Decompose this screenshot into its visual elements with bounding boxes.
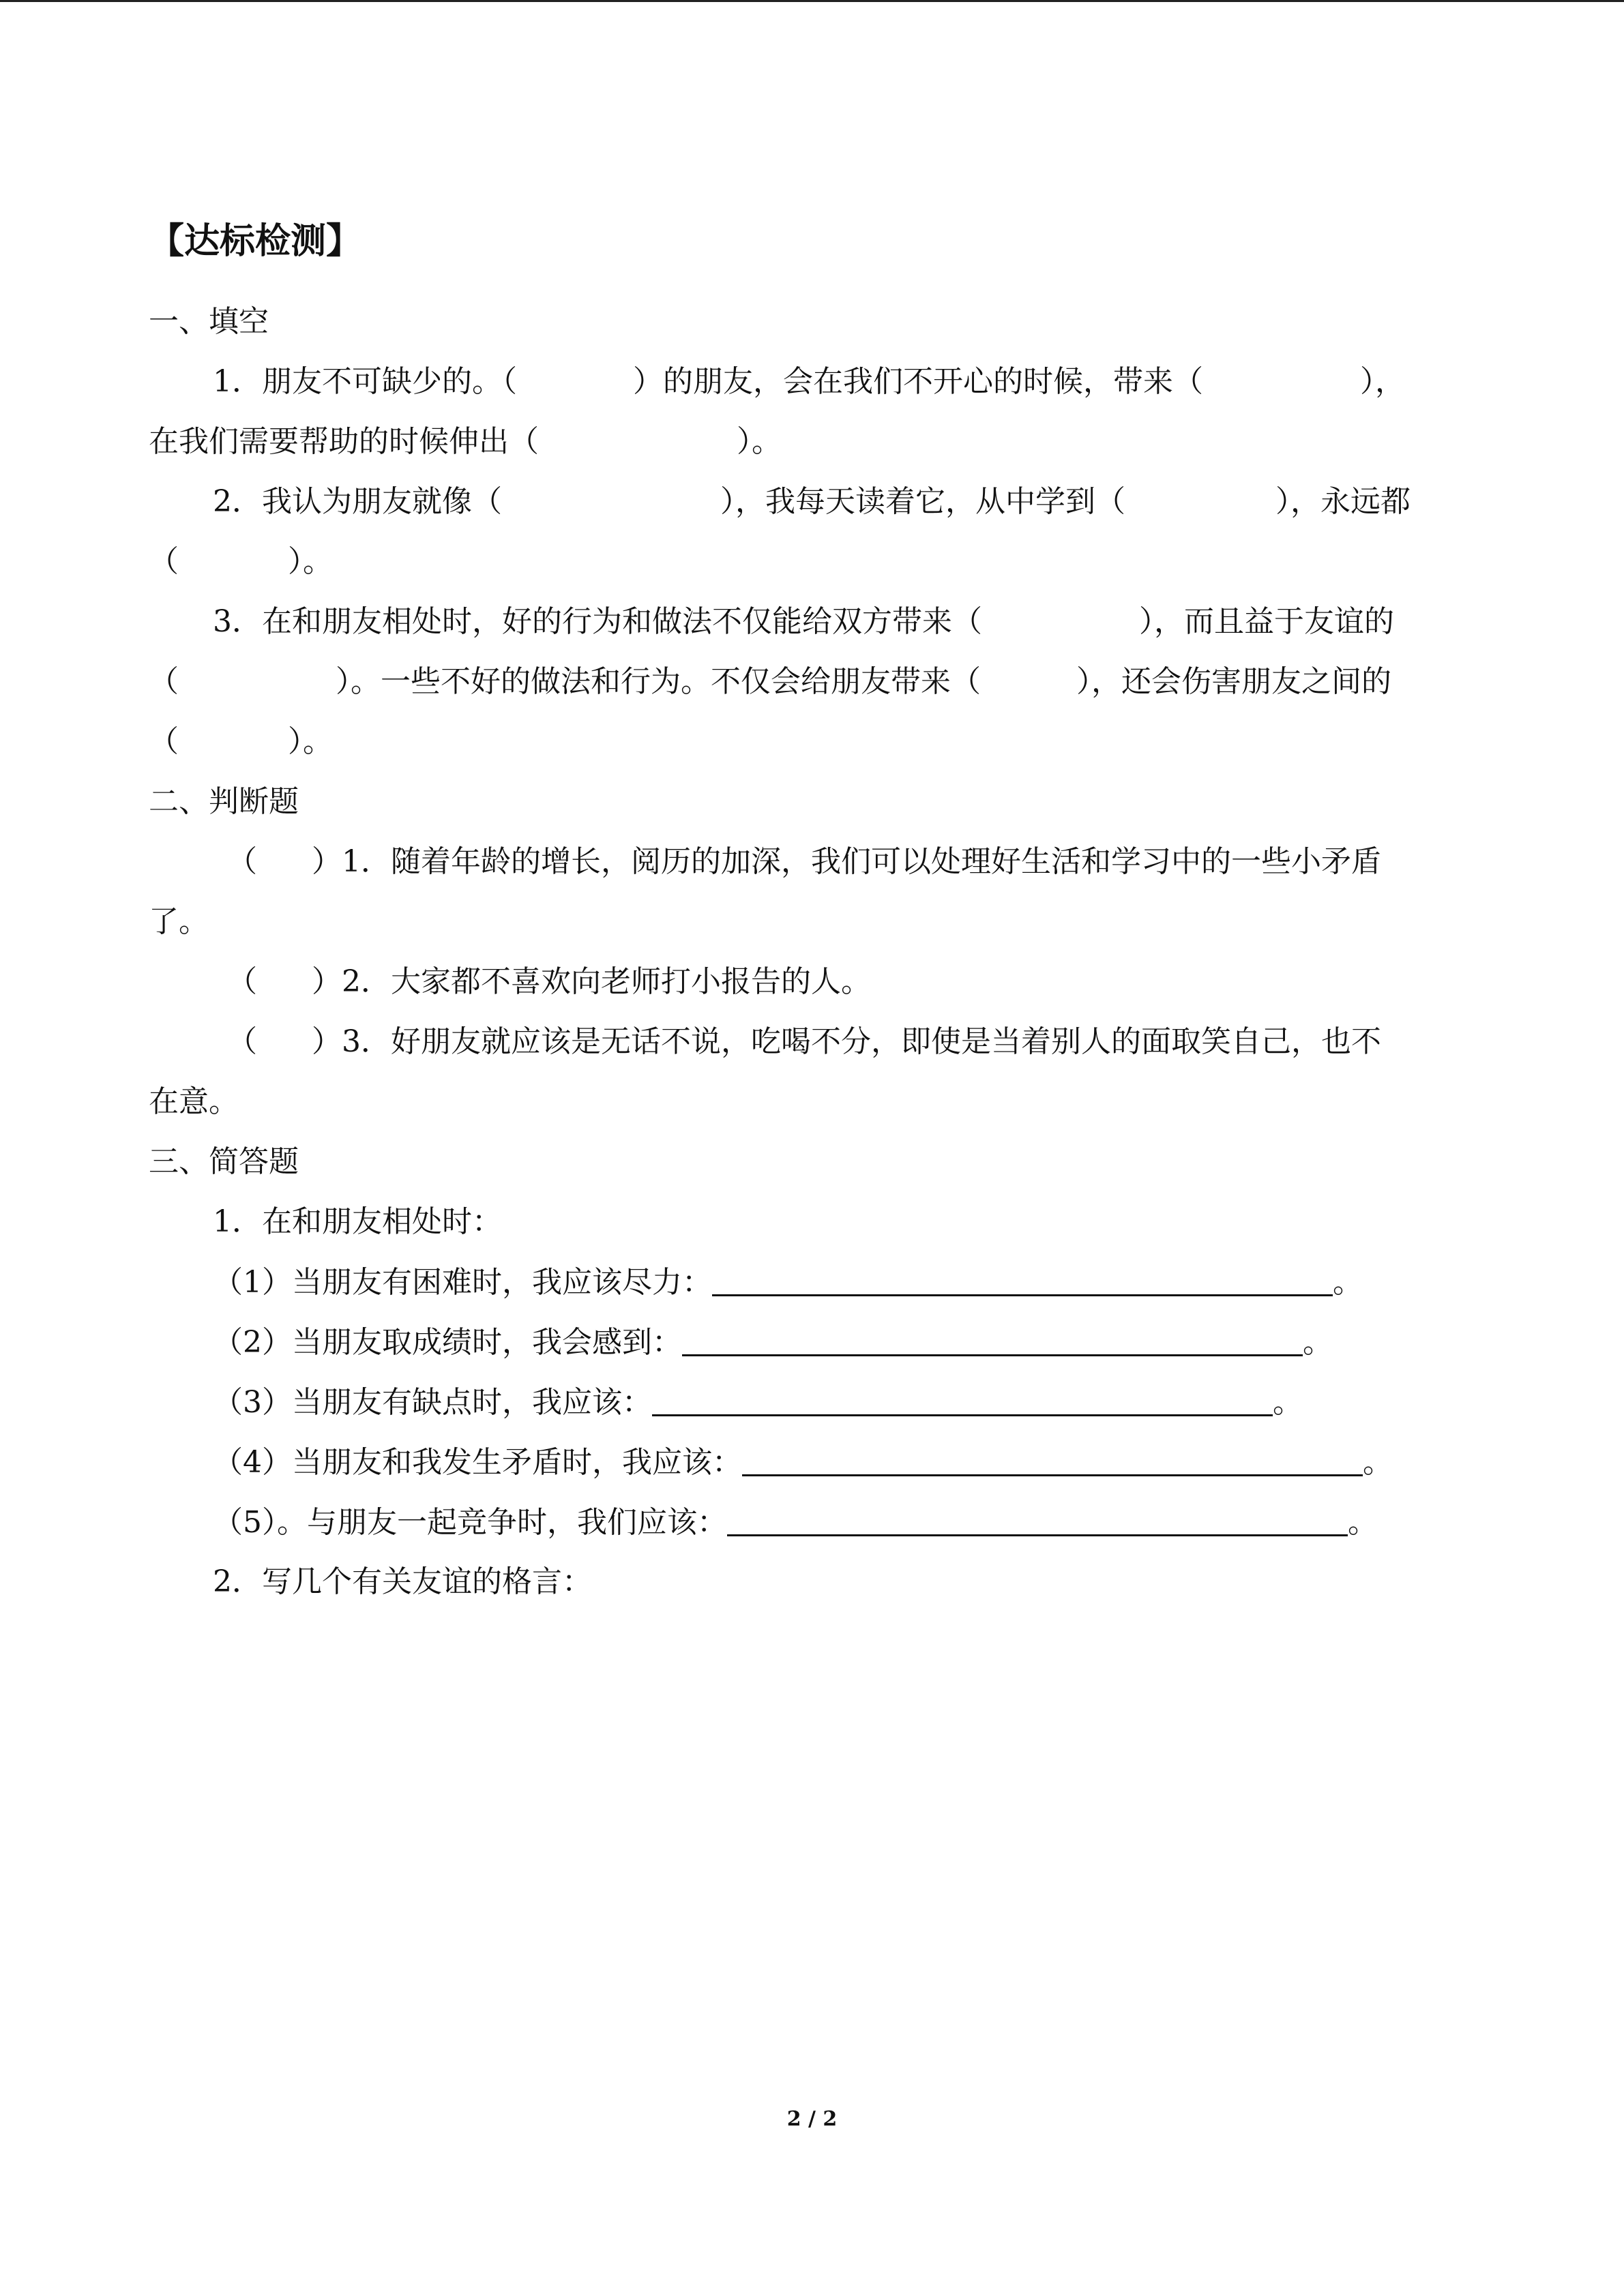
fill-q3-line3: （ ）。 [149,724,333,759]
answer-underline[interactable] [727,1507,1348,1536]
short-q1-item: （4）当朋友和我发生矛盾时，我应该： 。 [213,1445,1393,1480]
fill-q2-line1: 2．我认为朋友就像（ ），我每天读着它，从中学到（ ），永远都 [213,484,1411,519]
answer-underline[interactable] [682,1327,1303,1356]
judge-q2: （ ）2．大家都不喜欢向老师打小报告的人。 [227,964,871,999]
answer-underline[interactable] [742,1447,1363,1476]
short-q1-item: （3）当朋友有缺点时，我应该： 。 [213,1385,1303,1420]
answer-underline[interactable] [652,1387,1273,1416]
short-q1-intro: 1．在和朋友相处时： [213,1204,502,1239]
fill-heading: 一、填空 [149,304,269,339]
fill-q1-line2: 在我们需要帮助的时候伸出（ ）。 [149,424,782,459]
judge-q1-line1: （ ）1．随着年龄的增长，阅历的加深，我们可以处理好生活和学习中的一些小矛盾 [227,844,1381,879]
judge-heading: 二、判断题 [149,784,299,819]
judge-q3-line2: 在意。 [149,1084,239,1119]
page-number: 2 / 2 [786,2107,838,2131]
short-q1-item: （1）当朋友有困难时，我应该尽力： 。 [213,1265,1363,1300]
short-q2: 2．写几个有关友谊的格言： [213,1564,592,1599]
short-heading: 三、简答题 [149,1144,299,1179]
section-title: 【达标检测】 [149,220,362,262]
short-q1-item: （5）。与朋友一起竞争时，我们应该： 。 [213,1505,1378,1540]
judge-q1-line2: 了。 [149,904,209,939]
judge-q3-line1: （ ）3．好朋友就应该是无话不说，吃喝不分，即使是当着别人的面取笑自己，也不 [227,1024,1381,1059]
fill-q2-line2: （ ）。 [149,544,333,579]
answer-underline[interactable] [712,1267,1333,1296]
top-border-line [0,0,1624,2]
short-q1-item: （2）当朋友取成绩时，我会感到： 。 [213,1325,1333,1360]
fill-q3-line2: （ ）。一些不好的做法和行为。不仅会给朋友带来（ ），还会伤害朋友之间的 [149,664,1391,699]
fill-q3-line1: 3．在和朋友相处时，好的行为和做法不仅能给双方带来（ ），而且益于友谊的 [213,604,1394,639]
fill-q1-line1: 1．朋友不可缺少的。（ ）的朋友，会在我们不开心的时候，带来（ ）， [213,364,1405,399]
